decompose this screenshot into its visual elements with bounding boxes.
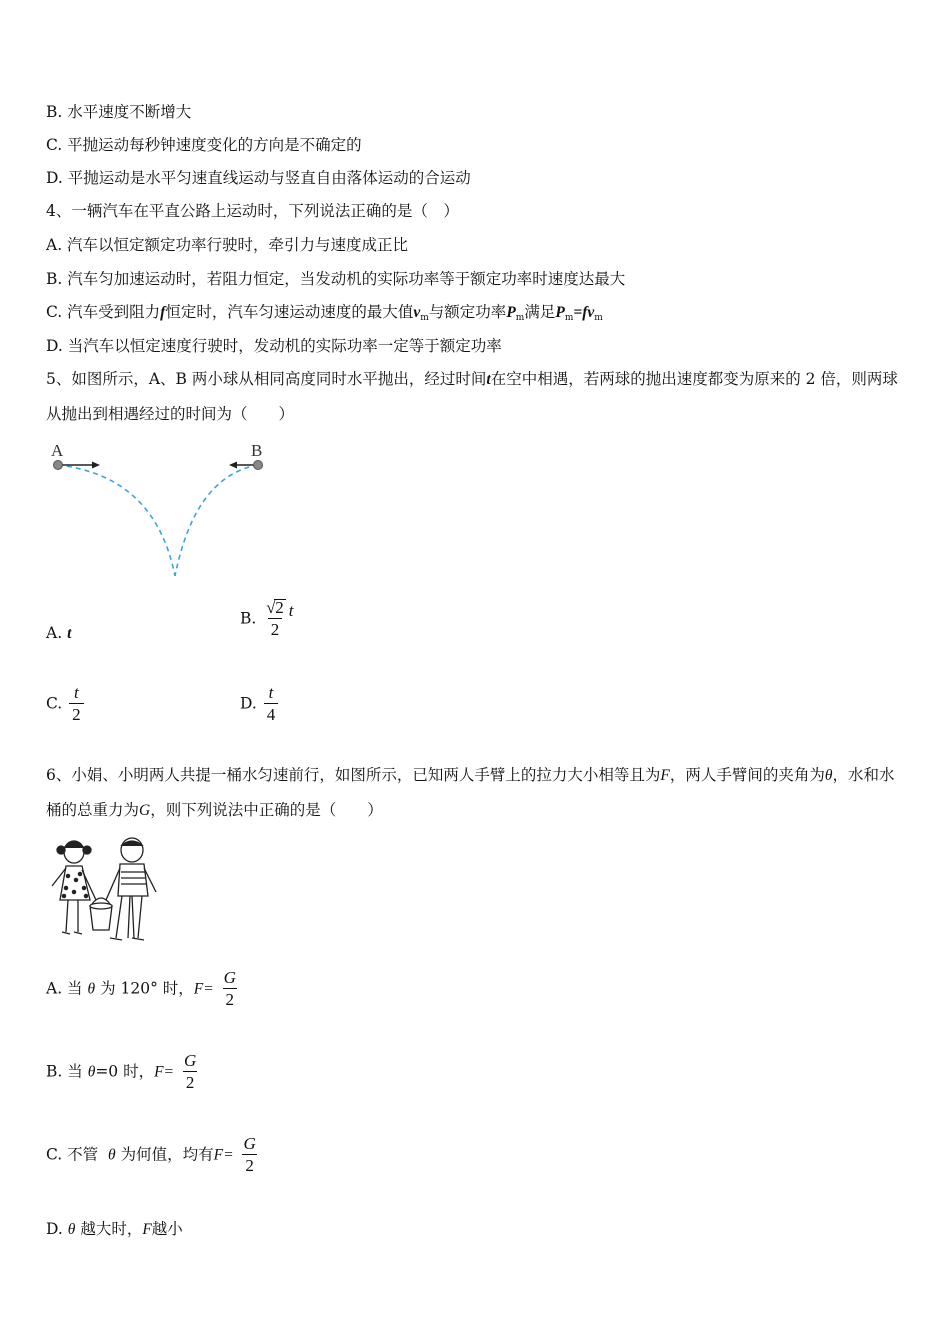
q4-option-d: D. 当汽车以恒定速度行驶时，发动机的实际功率一定等于额定功率 <box>46 337 502 355</box>
ball-b-label: B <box>251 441 263 460</box>
children-carrying-bucket-illustration <box>44 834 166 946</box>
q5-option-c: C. $\frac{t}{2}$ <box>46 683 86 726</box>
q3-option-d: D. 平抛运动是水平匀速直线运动与竖直自由落体运动的合运动 <box>46 169 471 187</box>
q5-option-b: B. √ 2 2 t <box>240 598 294 639</box>
q3-option-c: C. 平抛运动每秒钟速度变化的方向是不确定的 <box>46 136 362 154</box>
fraction-sqrt2-over-2: √ 2 2 <box>266 598 284 639</box>
ball-a <box>54 461 63 470</box>
q6-option-b: B. 当 θ=0 时，F= $\frac{G}{2}$ <box>46 1051 197 1092</box>
trajectory-a <box>58 465 175 576</box>
q6-option-c: C. 不管 θ 为何值，均有F= $\frac{G}{2}$ <box>46 1134 256 1175</box>
q5-option-d: D. $\frac{t}{4}$ <box>240 683 280 726</box>
ball-b <box>254 461 263 470</box>
q5-trajectory-figure <box>40 436 280 586</box>
q4-option-c: C. 汽车受到阻力f恒定时，汽车匀速运动速度的最大值$v_m$与额定功率$P_m$满足$P_m=fv_m$ <box>46 303 603 323</box>
q6-option-a: A. 当 θ 为 120° 时，F= $\frac{G}{2}$ <box>46 968 236 1009</box>
q6-stem: 6、小娟、小明两人共提一桶水匀速前行，如图所示，已知两人手臂上的拉力大小相等且为F，两人手臂间的夹角为θ，水和水桶的总重力为G，则下列说法中正确的是（ ） <box>46 766 895 819</box>
q5-stem: 5、如图所示，A、B 两小球从相同高度同时水平抛出，经过时间t在空中相遇，若两球的抛出速度都变为原来的 2 倍，则两球从抛出到相遇经过的时间为（ ） <box>46 370 898 423</box>
q5-option-a: A. t <box>46 624 72 642</box>
q4-option-b: B. 汽车匀加速运动时，若阻力恒定，当发动机的实际功率等于额定功率时速度达最大 <box>46 270 626 288</box>
q4-option-a: A. 汽车以恒定额定功率行驶时，牵引力与速度成正比 <box>46 236 409 254</box>
q6-option-d: D. θ 越大时，F越小 <box>46 1220 183 1238</box>
q4-stem: 4、一辆汽车在平直公路上运动时，下列说法正确的是（ ） <box>46 202 459 220</box>
ball-a-label: A <box>51 441 64 460</box>
trajectory-b <box>175 465 258 576</box>
q3-option-b: B. 水平速度不断增大 <box>46 103 192 121</box>
